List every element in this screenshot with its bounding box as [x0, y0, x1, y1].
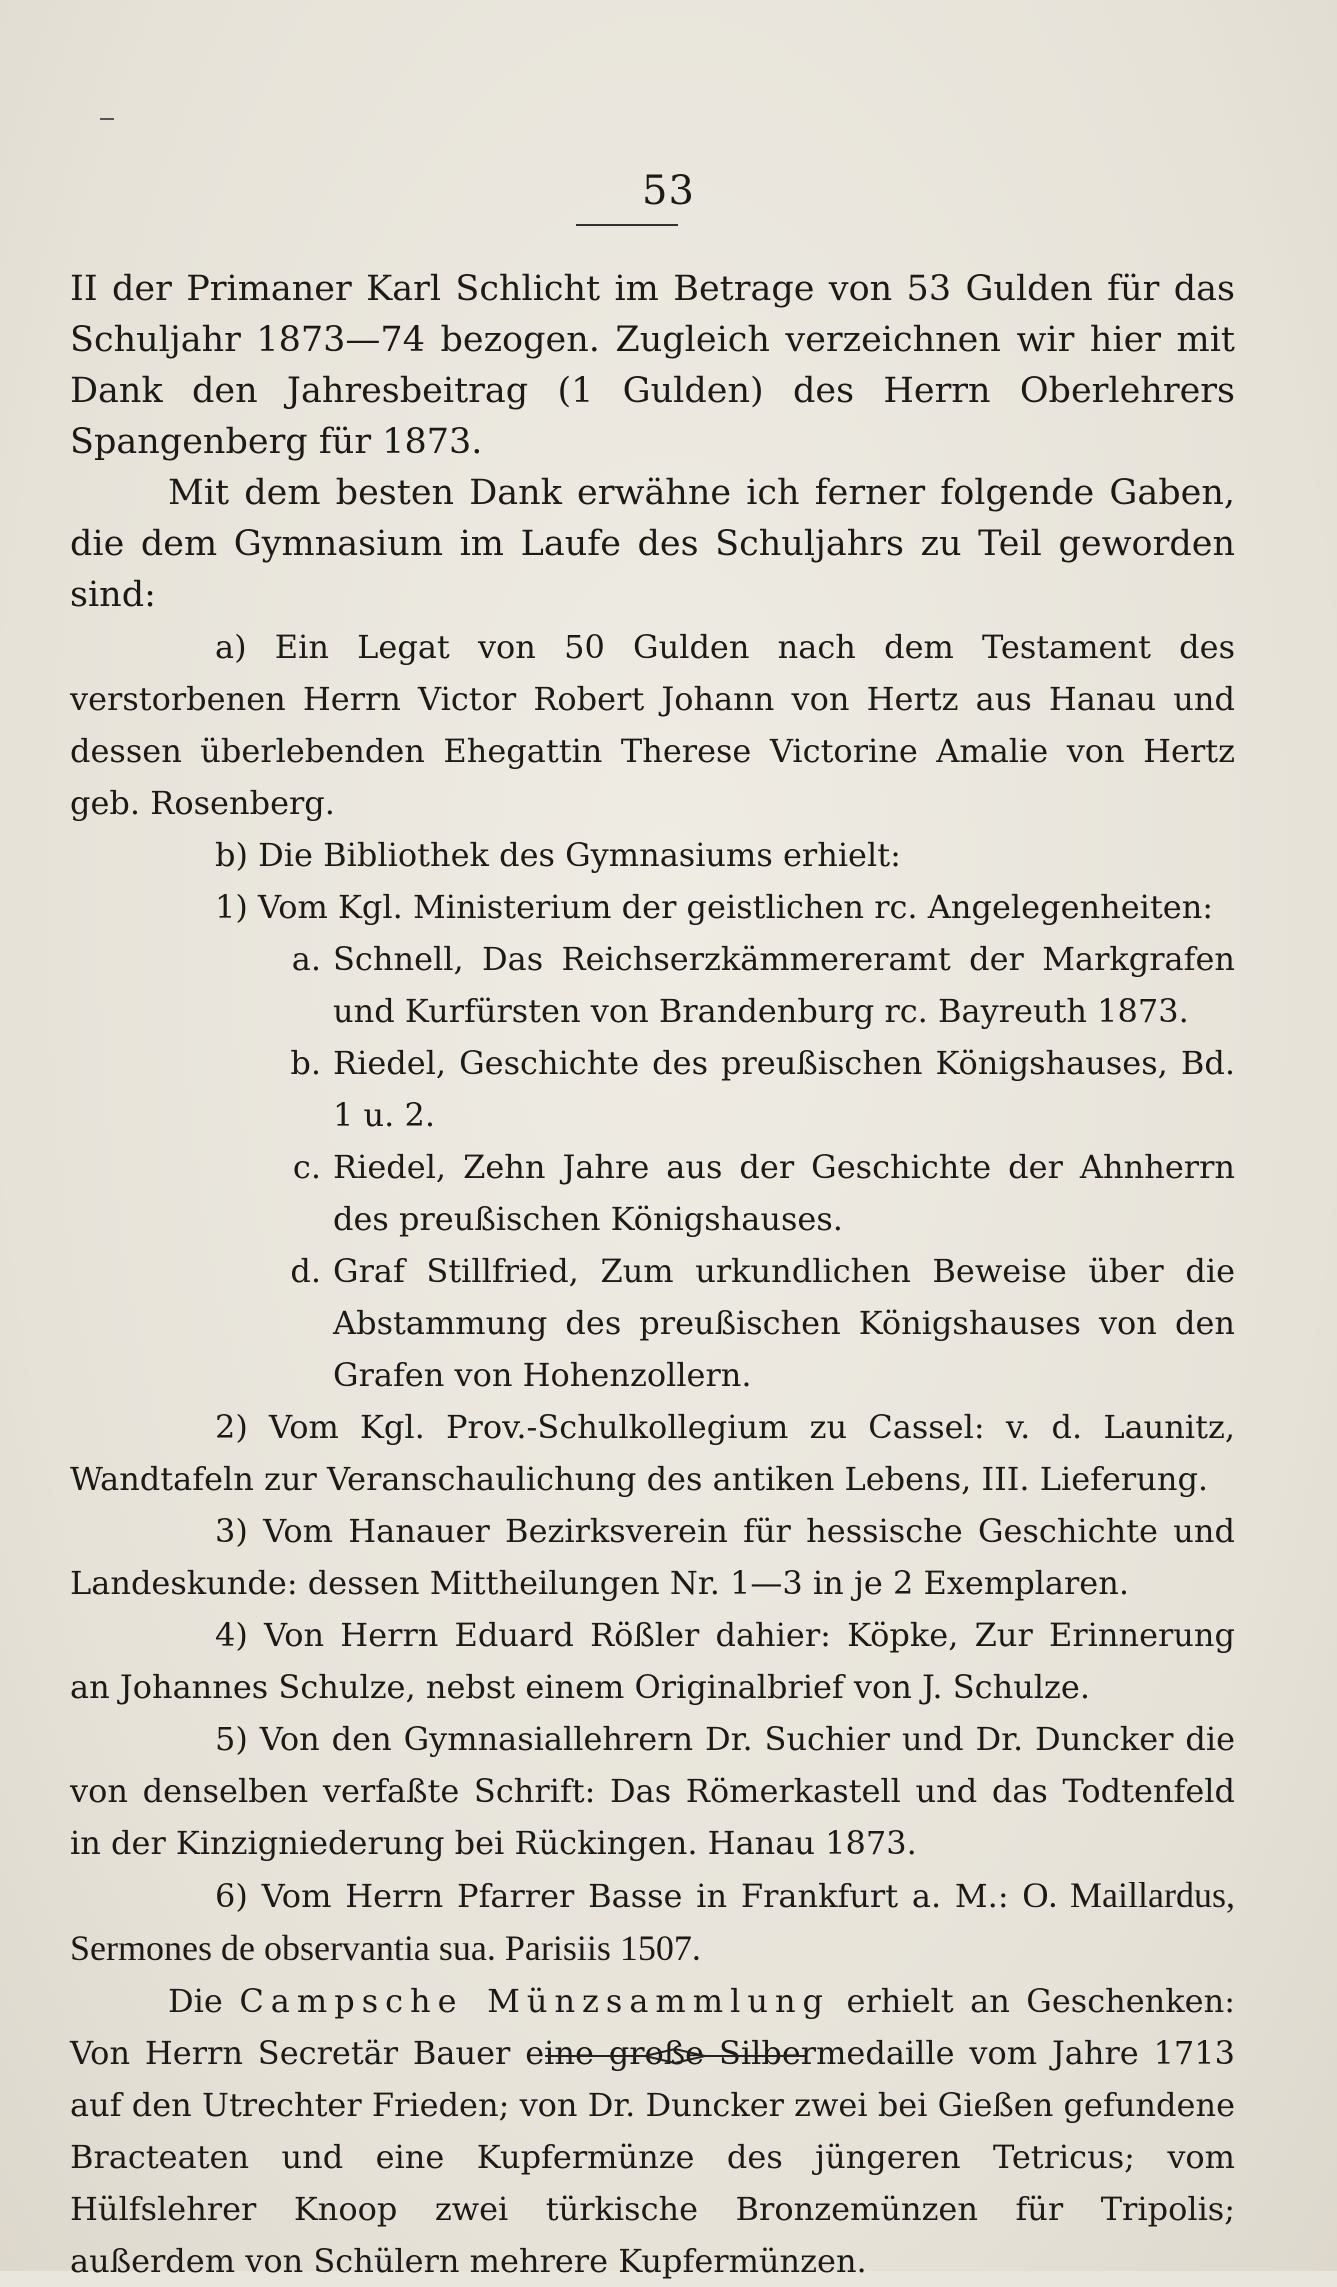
sub-item-label: a.	[291, 940, 321, 978]
item-b-library: b) Die Bibliothek des Gymnasiums erhielt:	[215, 836, 901, 874]
sub-item-label: d.	[290, 1252, 321, 1290]
item-6-lead: 6) Vom Herrn Pfarrer Basse in Frankfurt a. M.:	[215, 1877, 1009, 1915]
sub-item-text: Riedel, Zehn Jahre aus der Geschichte der Ahnherrn des preußischen Königshauses.	[333, 1148, 1235, 1238]
item-a-legacy: a) Ein Legat von 50 Gulden nach dem Testament des verstorbenen Herrn Victor Robert Johann von Hertz aus Hanau und dessen überlebenden Ehegattin Therese Victorine Amalie von Hertz geb. Rosenberg.	[70, 628, 1235, 822]
sub-item-text: Riedel, Geschichte des preußischen Königshauses, Bd. 1 u. 2.	[333, 1044, 1235, 1134]
item-6-latin-title: O. Maillardus, Sermones de observantia sua. Parisiis 1507.	[70, 1875, 1236, 1968]
ornament-divider	[545, 2046, 805, 2066]
coin-lead: Die	[168, 1982, 223, 2020]
sub-item-b	[70, 1037, 1235, 1141]
sub-item-label: c.	[292, 1148, 321, 1186]
sub-item-d	[70, 1245, 1235, 1401]
sub-item-text: Graf Stillfried, Zum urkundlichen Beweise über die Abstammung des preußischen Königshauses von den Grafen von Hohenzollern.	[333, 1252, 1235, 1394]
body-text	[70, 264, 1235, 2287]
stray-mark	[100, 118, 114, 120]
sub-item-a	[70, 933, 1235, 1037]
paragraph-scholarship: II der Primaner Karl Schlicht im Betrage von 53 Gulden für das Schuljahr 1873—74 bezogen. Zugleich verzeichnen wir hier mit Dank den Jahresbeitrag (1 Gulden) des Herrn Oberlehrers Spangenberg für 1873.	[70, 269, 1235, 462]
item-3-history-society: 3) Vom Hanauer Bezirksverein für hessische Geschichte und Landeskunde: dessen Mittheilungen Nr. 1—3 in je 2 Exemplaren.	[70, 1512, 1235, 1602]
coin-rest: erhielt an Geschenken: Von Herrn Secretär Bauer eine große Silbermedaille vom Jahre 1713 auf den Utrechter Frieden; von Dr. Duncker zwei bei Gießen gefundene Bracteaten und eine Kupfermünze des jüngeren Tetricus; vom Hülfslehrer Knoop zwei türkische Bronzemünzen für Tripolis; außerdem von Schülern mehrere Kupfermünzen.	[70, 1982, 1236, 2280]
item-1-ministry: 1) Vom Kgl. Ministerium der geistlichen rc. Angelegenheiten:	[215, 888, 1214, 926]
sub-item-label: b.	[290, 1044, 321, 1082]
item-4-roessler: 4) Von Herrn Eduard Rößler dahier: Köpke, Zur Erinnerung an Johannes Schulze, nebst einem Originalbrief von J. Schulze.	[70, 1616, 1235, 1706]
item-6-pastor	[70, 1869, 1235, 1975]
page-number: 53	[642, 168, 695, 214]
page-number-rule	[576, 224, 678, 226]
sub-item-text: Schnell, Das Reichserzkämmereramt der Markgrafen und Kurfürsten von Brandenburg rc. Bayreuth 1873.	[333, 940, 1235, 1030]
item-2-school-board: 2) Vom Kgl. Prov.-Schulkollegium zu Cassel: v. d. Launitz, Wandtafeln zur Veranschaulichung des antiken Lebens, III. Lieferung.	[70, 1408, 1235, 1498]
item-5-teachers: 5) Von den Gymnasiallehrern Dr. Suchier und Dr. Duncker die von denselben verfaßte Schrift: Das Römerkastell und das Todtenfeld in der Kinzigniederung bei Rückingen. Hanau 1873.	[70, 1720, 1235, 1862]
sub-item-c	[70, 1141, 1235, 1245]
coin-collection-name: Campsche Münzsammlung	[239, 1982, 831, 2020]
paragraph-gifts-intro: Mit dem besten Dank erwähne ich ferner folgende Gaben, die dem Gymnasium im Laufe des Schuljahrs zu Teil geworden sind:	[70, 473, 1235, 615]
paragraph-coin-collection	[70, 1975, 1235, 2287]
